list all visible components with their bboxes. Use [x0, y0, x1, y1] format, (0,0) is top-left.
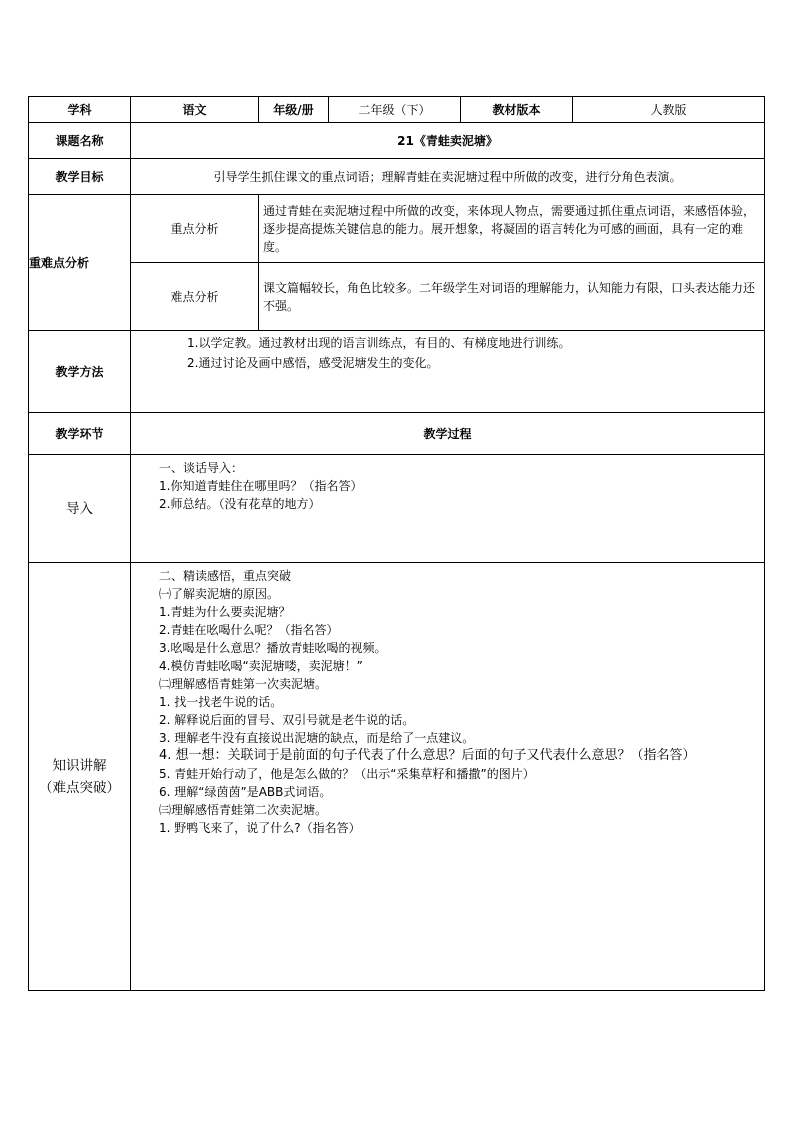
intro-content [131, 455, 765, 563]
knowledge-label-line2: （难点突破） [39, 779, 120, 796]
intro-line: 1.你知道青蛙住在哪里吗？（指名答） [159, 479, 363, 493]
intro-row [29, 455, 765, 563]
knowledge-line: ㈡理解感悟青蛙第一次卖泥塘。 [159, 677, 328, 691]
knowledge-line: 4. 想一想：关联词于是前面的句子代表了什么意思？后面的句子又代表什么意思？（指名答） [159, 748, 696, 763]
grade-label: 年级/册 [259, 97, 329, 123]
knowledge-line: 1.青蛙为什么要卖泥塘？ [159, 605, 291, 619]
edition-label: 教材版本 [461, 97, 573, 123]
knowledge-line: ㈢理解感悟青蛙第二次卖泥塘。 [159, 803, 328, 817]
subject-label: 学科 [29, 97, 131, 123]
process-header-row [29, 413, 765, 455]
goal-row [29, 159, 765, 195]
hard-analysis-text: 课文篇幅较长，角色比较多。二年级学生对词语的理解能力，认知能力有限，口头表达能力还不强。 [259, 263, 765, 331]
knowledge-line: 2.青蛙在吆喝什么呢？（指名答） [159, 623, 339, 637]
analysis-label: 重难点分析 [29, 195, 131, 331]
knowledge-line: 6. 理解“绿茵茵”是ABB式词语。 [159, 785, 332, 799]
goal-label: 教学目标 [29, 159, 131, 195]
key-analysis-label: 重点分析 [131, 195, 259, 263]
goal-text: 引导学生抓住课文的重点词语；理解青蛙在卖泥塘过程中所做的改变，进行分角色表演。 [131, 159, 765, 195]
methods-row [29, 331, 765, 413]
knowledge-label-line1: 知识讲解 [52, 757, 107, 774]
knowledge-line: 3.吆喝是什么意思？播放青蛙吆喝的视频。 [159, 641, 387, 655]
key-analysis-text: 通过青蛙在卖泥塘过程中所做的改变，来体现人物点，需要通过抓住重点词语，来感悟体验，逐步提高提炼关键信息的能力。展开想象，将凝固的语言转化为可感的画面，具有一定的难度。 [259, 195, 765, 263]
method-item: 2.通过讨论及画中感悟，感受泥塘发生的变化。 [187, 356, 439, 370]
knowledge-line: 1. 找一找老牛说的话。 [159, 695, 283, 709]
process-label: 教学过程 [131, 413, 765, 455]
lesson-title-value: 21《青蛙卖泥塘》 [131, 123, 765, 159]
knowledge-line: ㈠了解卖泥塘的原因。 [159, 587, 280, 601]
lesson-title-label: 课题名称 [29, 123, 131, 159]
knowledge-row [29, 563, 765, 991]
intro-line: 2.师总结。（没有花草的地方） [159, 497, 321, 511]
intro-line: 一、谈话导入： [159, 461, 244, 475]
methods-list [131, 331, 765, 413]
methods-label: 教学方法 [29, 331, 131, 413]
grade-value: 二年级（下） [329, 97, 461, 123]
knowledge-label [29, 563, 131, 991]
knowledge-line: 3. 理解老牛没有直接说出泥塘的缺点，而是给了一点建议。 [159, 731, 475, 745]
knowledge-line: 5. 青蛙开始行动了，他是怎么做的？（出示“采集草籽和播撒”的图片） [159, 767, 535, 781]
edition-value: 人教版 [573, 97, 765, 123]
hard-analysis-row [29, 263, 765, 331]
title-row [29, 123, 765, 159]
knowledge-line: 4.模仿青蛙吆喝“卖泥塘喽，卖泥塘！” [159, 659, 363, 673]
header-row [29, 97, 765, 123]
knowledge-line: 1. 野鸭飞来了，说了什么?（指名答） [159, 821, 361, 835]
subject-value: 语文 [131, 97, 259, 123]
knowledge-line: 二、精读感悟，重点突破 [159, 569, 292, 583]
method-item: 1.以学定教。通过教材出现的语言训练点，有目的、有梯度地进行训练。 [187, 336, 571, 350]
knowledge-line: 2. 解释说后面的冒号、双引号就是老牛说的话。 [159, 713, 415, 727]
stage-label: 教学环节 [29, 413, 131, 455]
lesson-plan-table [28, 96, 765, 991]
intro-label: 导入 [29, 455, 131, 563]
hard-analysis-label: 难点分析 [131, 263, 259, 331]
knowledge-content [131, 563, 765, 991]
key-analysis-row [29, 195, 765, 263]
